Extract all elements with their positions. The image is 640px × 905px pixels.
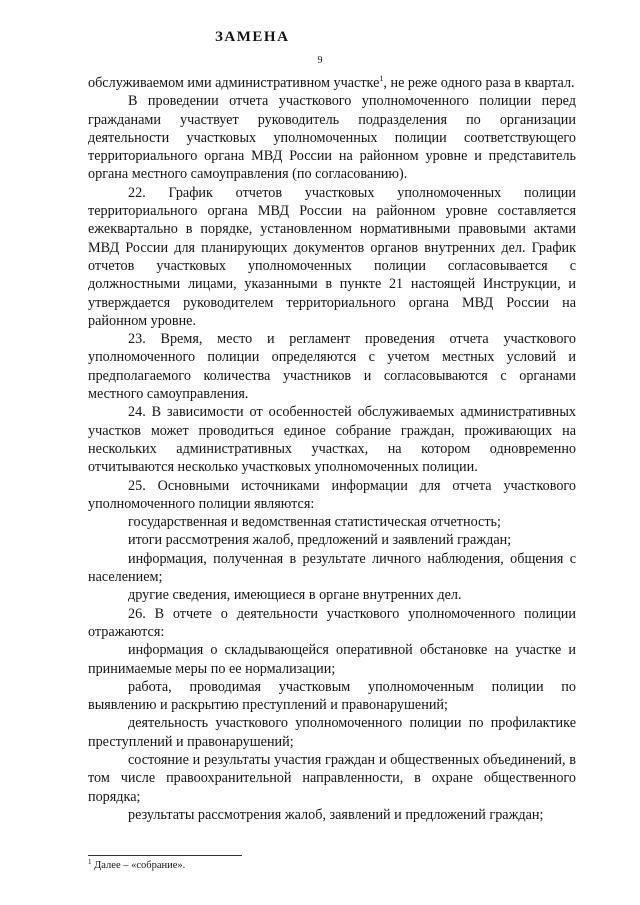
paragraph <box>88 550 576 587</box>
page-number: 9 <box>317 55 323 66</box>
paragraph-text: обслуживаемом ими административном участке <box>88 75 380 91</box>
paragraph <box>88 74 576 92</box>
footnote-divider <box>88 855 242 856</box>
paragraph <box>88 678 576 715</box>
paragraph <box>88 641 576 678</box>
paragraph <box>88 714 576 751</box>
paragraph-text: 23. Время, место и регламент проведения отчета участкового уполномоченного полиции определяются с учетом местных условий и предполагаемого количества участников и согласовываются с органами местного самоуправления. <box>88 331 576 403</box>
paragraph-text: информация о складывающейся оперативной обстановке на участке и принимаемые меры по ее нормализации; <box>88 642 576 677</box>
footnote <box>88 860 185 871</box>
paragraph-text: деятельность участкового уполномоченного полиции по профилактике преступлений и правонарушений; <box>88 715 576 750</box>
paragraph <box>88 92 576 183</box>
paragraph-text: информация, полученная в результате личного наблюдения, общения с населением; <box>88 550 576 586</box>
paragraph-text: результаты рассмотрения жалоб, заявлений и предложений граждан; <box>128 806 544 823</box>
paragraph-text: 24. В зависимости от особенностей обслуживаемых административных участков может проводиться единое собрание граждан, проживающих на нескольких административных участках, на котором одновременно отчитываются несколько участковых уполномоченных полиции. <box>88 404 576 476</box>
paragraph-text: государственная и ведомственная статистическая отчетность; <box>128 514 501 531</box>
paragraph <box>88 403 576 476</box>
paragraph <box>88 531 576 549</box>
paragraph <box>88 513 576 531</box>
paragraph-text: состояние и результаты участия граждан и общественных объединений, в том числе правоохранительной направленности, в охране общественного порядка; <box>88 751 576 805</box>
footnote-mark: 1 <box>88 858 92 866</box>
paragraph-text: , не реже одного раза в квартал. <box>383 75 575 91</box>
paragraph-text: итоги рассмотрения жалоб, предложений и заявлений граждан; <box>128 532 512 549</box>
paragraph <box>88 184 576 330</box>
paragraph <box>88 605 576 642</box>
paragraph <box>88 330 576 403</box>
paragraph-text: 25. Основными источниками информации для отчета участкового уполномоченного полиции являются: <box>88 477 576 512</box>
paragraph <box>88 586 576 604</box>
paragraph-text: 26. В отчете о деятельности участкового уполномоченного полиции отражаются: <box>88 605 576 640</box>
paragraph-text: 22. График отчетов участковых уполномоченных полиции территориального органа МВД России на районном уровне составляется ежеквартально в порядке, установленном нормативными правовыми актами МВД России для планирующих документов органов внутренних дел. График отчетов участковых уполномоченных полиции согласовывается с должностными лицами, указанными в пункте 21 настоящей Инструкции, и утверждается руководителем территориального органа МВД России на районном уровне. <box>88 184 576 329</box>
footnote-ref: 1 <box>379 74 384 83</box>
paragraph <box>88 751 576 806</box>
document-body <box>88 74 576 824</box>
paragraph <box>88 806 576 824</box>
paragraph <box>88 477 576 514</box>
paragraph-text: работа, проводимая участковым уполномоченным полиции по выявлению и раскрытию преступлений и правонарушений; <box>88 678 576 714</box>
paragraph-text: другие сведения, имеющиеся в органе внутренних дел. <box>128 587 462 604</box>
zamena-stamp: ЗАМЕНА <box>215 29 290 45</box>
footnote-text: Далее – «собрание». <box>94 860 186 871</box>
paragraph-text: В проведении отчета участкового уполномоченного полиции перед гражданами участвует руководитель подразделения по организации деятельности участковых уполномоченных полиции соответствующего территориального органа МВД России на районном уровне и представитель органа местного самоуправления (по согласованию). <box>88 93 576 183</box>
